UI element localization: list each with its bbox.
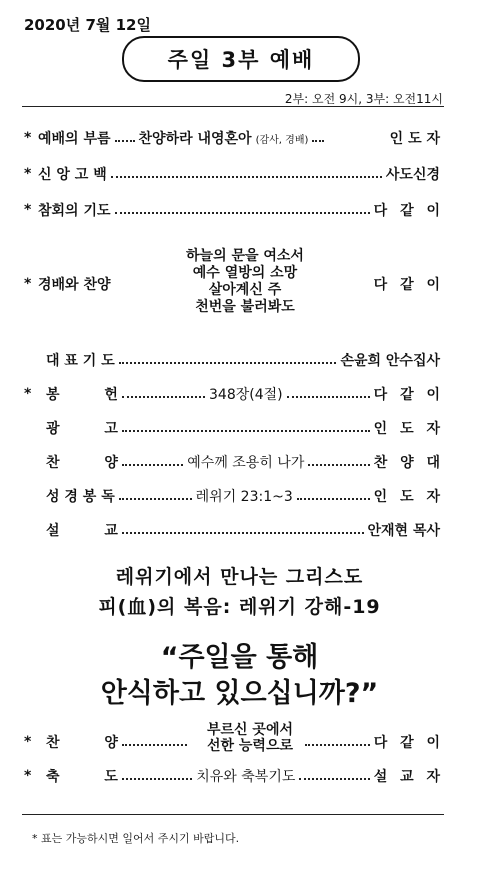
bottom-divider [22,814,444,815]
closing-hymn-titles [185,722,315,754]
praise-song: 하늘의 문을 여소서 [186,248,304,264]
order-note: (감사, 경배) [255,134,309,146]
order-row-prayer [24,348,440,372]
order-label: 찬 양 [46,735,118,751]
order-row-offering [24,382,440,406]
order-label: 예배의 부름 [38,131,111,147]
leader-dots [122,430,370,432]
closing-row-benediction [24,764,440,788]
order-label: 신 앙 고 백 [38,167,107,183]
order-middle: 레위기 23:1~3 [195,489,293,505]
order-middle: 치유와 축복기도 [196,769,296,785]
leader-dots [122,532,364,534]
order-row-announcements [24,416,440,440]
leader-dots [111,176,382,178]
sermon-title-line1: “주일을 통해 [160,642,319,673]
order-row-creed [24,162,440,186]
order-label: 광 고 [46,421,118,437]
leader-dots [287,396,370,398]
standing-mark: * [24,276,32,292]
closing-hymn-title: 선한 능력으로 [206,738,294,754]
standing-mark: * [24,768,32,784]
order-right: 찬 양 대 [373,455,441,471]
sermon-series: 레위기에서 만나는 그리스도 [115,566,364,588]
sermon-title-line2: 안식하고 있으십니까?” [100,678,379,709]
leader-dots [308,464,369,466]
leader-dots [312,140,324,142]
order-row-call-to-worship [24,126,440,150]
order-middle: 348장(4절) [209,387,283,403]
praise-song-list [170,248,320,316]
order-label: 봉 헌 [46,387,118,403]
service-times: 2부: 오전 9시, 3부: 오전11시 [284,92,443,106]
order-right: 안재현 목사 [367,523,440,539]
order-right: 인 도 자 [373,489,440,505]
standing-mark: * [24,166,32,182]
order-right: 다 같 이 [373,735,441,751]
service-title: 주일 3부 예배 [122,36,360,82]
standing-mark: * [24,386,32,402]
leader-dots [115,212,370,214]
order-label: 경배와 찬양 [38,277,111,293]
order-right: 손윤희 안수집사 [340,353,440,369]
order-right: 설 교 자 [373,769,441,785]
order-label: 설 교 [46,523,118,539]
order-label: 축 도 [46,769,118,785]
order-label: 대 표 기 도 [46,353,115,369]
order-row-scripture [24,484,440,508]
order-right: 인 도 자 [389,131,440,147]
order-row-anthem [24,450,440,474]
leader-dots [122,744,187,746]
leader-dots [119,362,337,364]
order-right: 다 같 이 [373,277,440,293]
order-row-sermon [24,518,440,542]
order-right: 다 같 이 [373,387,440,403]
praise-song: 예수 열방의 소망 [192,265,298,281]
order-label: 성 경 봉 독 [46,489,115,505]
praise-song: 살아계신 주 [208,282,282,298]
order-label: 참회의 기도 [38,203,111,219]
leader-dots [122,464,183,466]
order-row-confession [24,198,440,222]
order-right: 다 같 이 [373,203,440,219]
standing-mark: * [24,130,32,146]
leader-dots [119,498,192,500]
sermon-subtitle: 피(血)의 복음: 레위기 강해-19 [98,596,381,618]
order-middle: 찬양하라 내영혼아 [138,131,252,147]
leader-dots [115,140,135,142]
leader-dots [297,498,370,500]
leader-dots [122,396,205,398]
standing-mark: * [24,202,32,218]
order-right: 사도신경 [385,167,440,183]
praise-song: 천번을 불러봐도 [195,299,295,315]
leader-dots [122,778,192,780]
standing-footnote: * 표는 가능하시면 일어서 주시기 바랍니다. [32,832,240,845]
order-label: 찬 양 [46,455,118,471]
order-right: 인 도 자 [373,421,440,437]
standing-mark: * [24,734,32,750]
bulletin-date: 2020년 7월 12일 [24,16,151,34]
leader-dots [299,778,369,780]
order-middle: 예수께 조용히 나가 [187,455,305,471]
closing-hymn-title: 부르신 곳에서 [206,722,294,738]
